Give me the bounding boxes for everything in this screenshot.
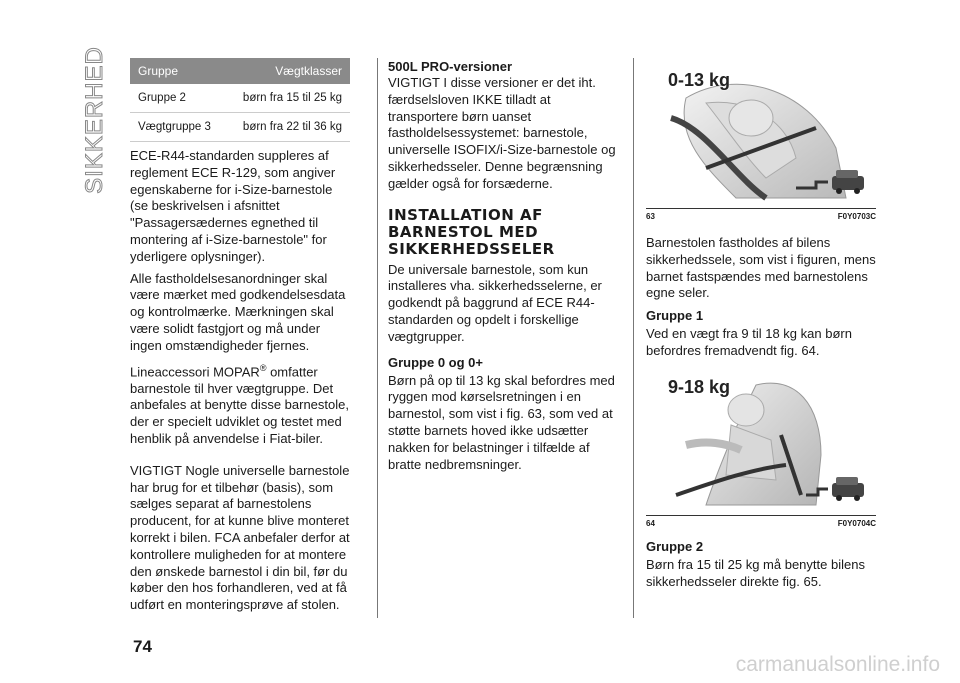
weight-class-table	[130, 58, 350, 142]
figure-63-code: F0Y0703C	[837, 212, 876, 221]
figure-63-caption	[646, 212, 876, 221]
registered-mark: ®	[259, 362, 267, 373]
column-2	[388, 58, 620, 478]
figure-63	[646, 58, 876, 209]
paragraph-group-0: Børn på op til 13 kg skal befordres med ryggen mod kørselsretningen i en barnestol, som vist i fig. 63, som ved at støtte barnets hoved ikke udsætter nakken for belastninger i tilfælde af bratte nedbremsninger.	[388, 372, 615, 472]
figure-64-code: F0Y0704C	[837, 518, 876, 528]
column-divider-2	[633, 58, 634, 618]
figure-64-caption	[646, 519, 876, 528]
heading-group-2: Gruppe 2	[646, 538, 704, 554]
watermark: carmanualsonline.info	[735, 653, 940, 676]
paragraph-group-1: Ved en vægt fra 9 til 18 kg kan børn befordres fremadvendt fig. 64.	[646, 326, 852, 358]
table-header-row	[130, 58, 350, 84]
mopar-text-a: Lineaccessori MOPAR	[130, 363, 260, 379]
figure-63-weight-label: 0-13 kg	[668, 70, 731, 90]
heading-group-0: Gruppe 0 og 0+	[388, 354, 483, 370]
figure-63-number: 63	[646, 212, 655, 221]
heading-500l-pro: 500L PRO-versioner	[388, 59, 513, 74]
mopar-text-b: omfatter barnestole til hver vægtgruppe. Det anbefales at benytte disse barnestole, der er specielt udviklet og testet med henblik på anvendelse i Fiat-biler.	[130, 363, 349, 447]
paragraph-marking: Alle fastholdelsesanordninger skal være mærket med godkendelsesdata og kontrolmærke. Mærkningen skal være solidt fastgjort og må under ingen omstændigheder fjernes.	[130, 270, 346, 353]
table-cell: Vægtgruppe 3	[130, 113, 226, 142]
table-cell: Gruppe 2	[130, 84, 226, 113]
column-divider-1	[377, 58, 378, 618]
table-header-weight: Vægtklasser	[226, 58, 350, 84]
heading-group-1: Gruppe 1	[646, 308, 704, 324]
page-number: 74	[133, 637, 152, 656]
paragraph-important-base: VIGTIGT Nogle universelle barnestole har brug for et tilbehør (basis), som sælges separat af barnestolens producent, for at kunne blive monteret korrekt i bilen. FCA anbefaler derfor at kontrollere muligheden for at montere den ønskede barnestol i din bil, før du køber den hos forhandleren, ved at få udført en monteringsprøve af stolen.	[130, 462, 350, 613]
section-side-tab	[80, 46, 110, 194]
paragraph-500l-pro: VIGTIGT I disse versioner er det iht. færdselsloven IKKE tilladt at transportere børn uanset fastholdelsessystemet: barnestole, universelle ISOFIX/i-Size-barnestole og sikkerhedsseler. Denne begrænsning gælder også for forsæderne.	[388, 75, 616, 191]
figure-64-weight-label: 9-18 kg	[668, 376, 731, 397]
paragraph-ece-r44: ECE-R44-standarden suppleres af reglement ECE R-129, som angiver egenskaberne for i-Size-barnestole (se beskrivelsen i afsnittet "Passagersædernes egnethed til montering af i-Size-barnestole" for yderligere oplysninger).	[130, 148, 336, 264]
column-1	[130, 58, 350, 619]
table-cell: børn fra 22 til 36 kg	[226, 113, 350, 142]
figure-64-number: 64	[646, 518, 655, 528]
section-title-installation: INSTALLATION AF BARNESTOL MED SIKKERHEDSSELER	[388, 205, 555, 258]
table-row	[130, 84, 350, 113]
column-3	[646, 58, 876, 595]
table-cell: børn fra 15 til 25 kg	[226, 84, 350, 113]
paragraph-group-2: Børn fra 15 til 25 kg må benytte bilens sikkerhedsseler direkte fig. 65.	[646, 556, 865, 589]
section-side-tab-label: SIKKERHED	[81, 46, 108, 194]
table-row	[130, 113, 350, 142]
table-header-group: Gruppe	[130, 58, 226, 84]
paragraph-mopar	[130, 360, 350, 448]
figure-64	[646, 365, 876, 516]
paragraph-installation: De universale barnestole, som kun installeres vha. sikkerhedsselerne, er godkendt på baggrund af ECE R44-standarden og opdelt i forskellige vægtgrupper.	[388, 261, 602, 344]
paragraph-fig63: Barnestolen fastholdes af bilens sikkerhedssele, som vist i figuren, mens barnet fastspændes med barnestolens egne seler.	[646, 235, 876, 301]
